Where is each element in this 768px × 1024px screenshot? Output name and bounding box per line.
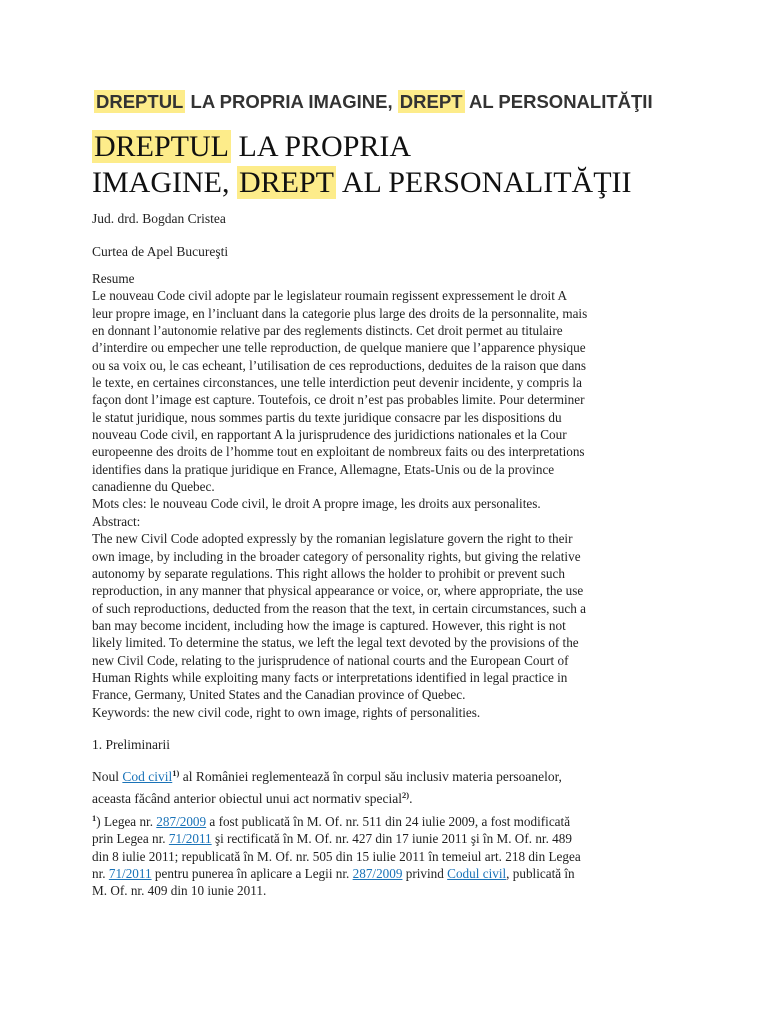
footnote-number: 1 [92, 813, 97, 823]
abstract-line: Le nouveau Code civil adopte par le legislateur roumain regissent expressement le droit A [92, 288, 567, 304]
abstract-line: canadienne du Quebec. [92, 479, 215, 495]
footnote-line [92, 830, 692, 847]
header-text: LA PROPRIA IMAGINE, [185, 91, 398, 112]
author-line: Jud. drd. Bogdan Cristea [92, 211, 226, 226]
abstract-line: identifies dans la pratique juridique en France, Allemagne, Etats-Unis ou de la province [92, 461, 555, 477]
footnote-ref: 1) [172, 768, 180, 778]
abstract-line: Keywords: the new civil code, right to own image, rights of personalities. [92, 704, 481, 720]
highlight-drept: DREPT [238, 166, 334, 199]
abstract-line: nouveau Code civil, en rapportant A la jurisprudence des juridictions nationales et la Cour [92, 427, 567, 443]
title-text: AL PERSONALITĂŢII [336, 166, 632, 199]
body-paragraph [92, 766, 692, 810]
law-287-2009-link[interactable]: 287/2009 [352, 865, 403, 881]
footnote-line [92, 865, 692, 882]
footnote-line [92, 813, 692, 830]
paragraph-text: al României reglementează în corpul său inclusiv materia persoanelor, [179, 769, 562, 784]
document-header-title [94, 88, 754, 116]
footnote-text: , publicată în [506, 865, 575, 881]
highlight-dreptul: DREPTUL [96, 91, 184, 112]
abstract-line: reproduction, in any manner that physical appearance or voice, or, where appropriate, the use [92, 583, 584, 599]
abstract-line: le statut juridique, nous sommes partis du texte juridique consacre par les dispositions du [92, 409, 562, 425]
cod-civil-link[interactable]: Cod civil [122, 769, 173, 784]
abstract-line: Abstract: [92, 513, 141, 529]
footnote-line: din 8 iulie 2011; republicată în M. Of. nr. 505 din 15 iulie 2011 în temeiul art. 218 din Legea [92, 848, 581, 864]
footnote-text: prin Legea nr. [92, 831, 169, 847]
abstract-line: en donnant l’autonomie relative par des reglements distincts. Cet droit permet au titulaire [92, 323, 563, 339]
paragraph-text: Noul [92, 769, 123, 784]
footnote-text: şi rectificată în M. Of. nr. 427 din 17 iunie 2011 şi în M. Of. nr. 489 [211, 831, 572, 847]
abstract-line: likely limited. To determine the status, we left the legal text devoted by the provisions of the [92, 635, 579, 651]
paragraph-text: . [409, 791, 413, 806]
article-title-line [92, 129, 692, 165]
footnote-line: M. Of. nr. 409 din 10 iunie 2011. [92, 883, 267, 899]
article-title [92, 129, 692, 201]
abstract-line: europeenne des droits de l’homme tout en exploitant de nombreux faits ou des interpretations [92, 444, 585, 460]
header-text: AL PERSONALITĂŢII [464, 91, 653, 112]
footnote-text: a fost publicată în M. Of. nr. 511 din 24 iulie 2009, a fost modificată [206, 814, 571, 829]
codul-civil-link[interactable]: Codul civil [447, 865, 507, 881]
footnote-text: nr. [92, 865, 109, 881]
highlight-dreptul: DREPTUL [94, 130, 229, 163]
abstract-line: ban may become incident, including how the image is captured. However, this right is not [92, 617, 566, 633]
footnote-text: privind [402, 865, 448, 881]
footnote-ref: 2) [401, 790, 410, 800]
abstract-line: The new Civil Code adopted expressly by the romanian legislature govern the right to their [92, 531, 573, 547]
abstract-line: own image, by including in the broader category of personality rights, but giving the relative [92, 548, 581, 564]
court-line: Curtea de Apel Bucureşti [92, 244, 229, 259]
article-title-line [92, 165, 692, 201]
abstract-line: France, Germany, United States and the Canadian province of Quebec. [92, 687, 466, 703]
highlight-drept: DREPT [399, 91, 463, 112]
abstract-line: d’interdire ou empecher une telle reproduction, de quelque maniere que l’apparence physique [92, 340, 586, 356]
footnote-text: pentru punerea în aplicare a Legii nr. [151, 865, 353, 881]
abstract-line: Resume [92, 271, 135, 286]
abstract-line: Human Rights while exploiting many facts or interpretations identified in legal practice in [92, 669, 568, 685]
abstract-line: façon dont l’image est capture. Toutefois, ce droit n’est pas probables limite. Pour determiner [92, 392, 585, 408]
section-heading: 1. Preliminarii [92, 737, 170, 752]
law-71-2011-link[interactable]: 71/2011 [168, 831, 212, 847]
abstract-line: leur propre image, en l’incluant dans la categorie plus large des droits de la personnalite, mais [92, 305, 588, 321]
abstract-line: ou sa voix ou, le cas echeant, l’utilisation de ces reproductions, deduites de la raison que dans [92, 357, 587, 373]
paragraph-text: aceasta făcând anterior obiectul unui act normativ special [92, 791, 402, 806]
abstract-block [92, 270, 688, 721]
law-71-2011-link[interactable]: 71/2011 [108, 865, 152, 881]
title-text: IMAGINE, [92, 166, 237, 199]
abstract-line: of such reproductions, deducted from the reason that the text, in certain circumstances, such a [92, 600, 586, 616]
law-287-2009-link[interactable]: 287/2009 [156, 814, 207, 829]
abstract-line: new Civil Code, relating to the jurisprudence of national courts and the European Court of [92, 652, 569, 668]
footnote [92, 813, 692, 899]
abstract-line: autonomy by separate regulations. This right allows the holder to prohibit or prevent such [92, 565, 565, 581]
footnote-text: ) Legea nr. [96, 814, 157, 829]
title-text: LA PROPRIA [231, 130, 412, 163]
abstract-line: le texte, en certaines circonstances, une telle interdiction peut devenir incidente, y compris la [92, 375, 582, 391]
abstract-line: Mots cles: le nouveau Code civil, le droit A propre image, les droits aux personalites. [92, 496, 541, 512]
